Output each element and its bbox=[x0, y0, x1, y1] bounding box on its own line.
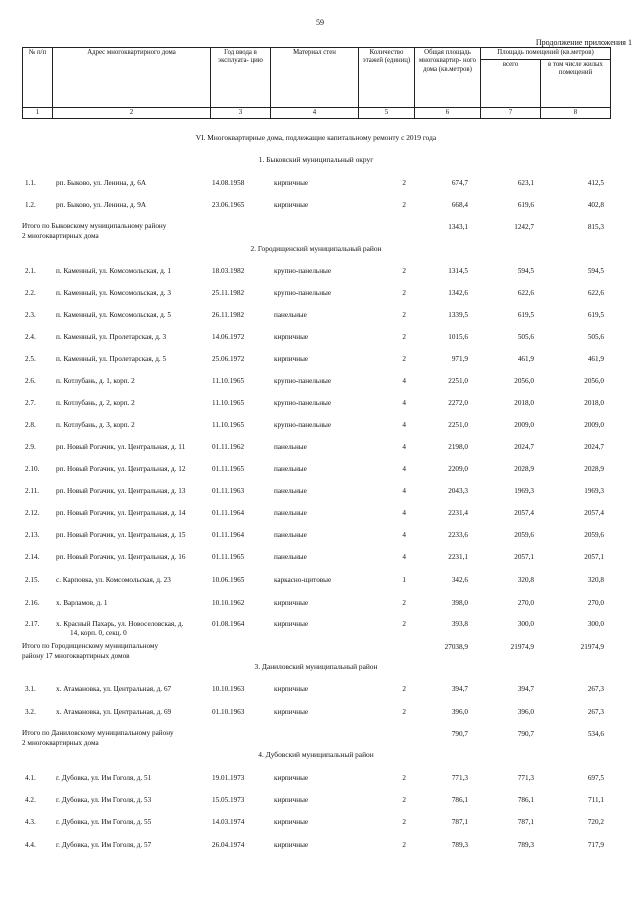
header-index: 3 bbox=[211, 108, 271, 119]
cell-premises-total: 2009,0 bbox=[514, 421, 534, 429]
total-living: 534,6 bbox=[587, 730, 604, 738]
cell-material: панельные bbox=[274, 531, 307, 539]
table-row bbox=[0, 552, 640, 562]
cell-floors: 4 bbox=[402, 553, 406, 561]
cell-total-area: 342,6 bbox=[451, 576, 468, 584]
cell-material: панельные bbox=[274, 311, 307, 319]
cell-number: 4.1. bbox=[25, 774, 36, 782]
cell-address: г. Дубовка, ул. Им Гоголя, д. 55 bbox=[56, 818, 152, 826]
table-row bbox=[0, 376, 640, 386]
cell-floors: 2 bbox=[402, 355, 406, 363]
total-label-line: району 17 многоквартирных домов bbox=[22, 651, 130, 660]
cell-floors: 2 bbox=[402, 774, 406, 782]
table-header bbox=[22, 47, 611, 119]
region-title: 1. Быковский муниципальный округ bbox=[258, 155, 374, 164]
cell-floors: 2 bbox=[402, 179, 406, 187]
cell-year: 01.10.1963 bbox=[212, 708, 245, 716]
cell-total-area: 2251,0 bbox=[448, 377, 468, 385]
table-row bbox=[0, 619, 640, 637]
table-row bbox=[0, 773, 640, 783]
cell-floors: 2 bbox=[402, 201, 406, 209]
table-row bbox=[0, 354, 640, 364]
cell-material: панельные bbox=[274, 553, 307, 561]
cell-year: 01.08.1964 bbox=[212, 620, 245, 628]
table-row bbox=[0, 817, 640, 827]
cell-premises-living: 2024,7 bbox=[584, 443, 604, 451]
table-row bbox=[0, 486, 640, 496]
cell-total-area: 668,4 bbox=[451, 201, 468, 209]
cell-year: 11.10.1965 bbox=[212, 377, 245, 385]
cell-floors: 2 bbox=[402, 599, 406, 607]
cell-floors: 4 bbox=[402, 509, 406, 517]
cell-total-area: 1339,5 bbox=[448, 311, 468, 319]
cell-floors: 2 bbox=[402, 841, 406, 849]
region-title: 4. Дубовский муниципальный район bbox=[258, 750, 374, 759]
table-row bbox=[0, 795, 640, 805]
cell-total-area: 2043,3 bbox=[448, 487, 468, 495]
cell-premises-total: 619,5 bbox=[517, 311, 534, 319]
total-label bbox=[22, 222, 232, 241]
cell-premises-total: 623,1 bbox=[517, 179, 534, 187]
cell-material: крупно-панельные bbox=[274, 267, 332, 275]
cell-number: 4.4. bbox=[25, 841, 36, 849]
cell-material: кирпичные bbox=[274, 708, 309, 716]
table-row bbox=[0, 200, 640, 210]
header-premises-living: в том числе жилых помещений bbox=[541, 60, 611, 108]
cell-material: кирпичные bbox=[274, 333, 309, 341]
cell-premises-total: 786,1 bbox=[517, 796, 534, 804]
cell-floors: 4 bbox=[402, 487, 406, 495]
region-title: 3. Даниловский муниципальный район bbox=[254, 662, 378, 671]
region-title: 2. Городищенский муниципальный район bbox=[250, 244, 382, 253]
cell-material: крупно-панельные bbox=[274, 399, 332, 407]
cell-premises-living: 267,3 bbox=[587, 708, 604, 716]
cell-material: каркасно-щитовые bbox=[274, 576, 332, 584]
table-row bbox=[0, 332, 640, 342]
header-material: Материал стен bbox=[271, 48, 359, 108]
cell-floors: 2 bbox=[402, 620, 406, 628]
table-row bbox=[0, 840, 640, 850]
cell-material: кирпичные bbox=[274, 355, 309, 363]
header-index: 5 bbox=[359, 108, 415, 119]
cell-premises-total: 2057,1 bbox=[514, 553, 534, 561]
cell-year: 25.06.1972 bbox=[212, 355, 245, 363]
cell-year: 14.08.1958 bbox=[212, 179, 245, 187]
header-year: Год ввода в эксплуата- цию bbox=[211, 48, 271, 108]
cell-number: 3.1. bbox=[25, 685, 36, 693]
cell-premises-total: 2057,4 bbox=[514, 509, 534, 517]
cell-premises-living: 2057,1 bbox=[584, 553, 604, 561]
header-floors: Количество этажей (единиц) bbox=[359, 48, 415, 108]
cell-premises-total: 622,6 bbox=[517, 289, 534, 297]
total-label bbox=[22, 729, 232, 748]
cell-floors: 4 bbox=[402, 531, 406, 539]
cell-premises-living: 711,1 bbox=[588, 796, 604, 804]
cell-year: 26.11.1982 bbox=[212, 311, 245, 319]
cell-material: кирпичные bbox=[274, 201, 309, 209]
total-label-line: Итого по Даниловскому муниципальному району bbox=[22, 729, 174, 737]
cell-premises-total: 2018,0 bbox=[514, 399, 534, 407]
cell-premises-living: 619,5 bbox=[587, 311, 604, 319]
cell-premises-total: 1969,3 bbox=[514, 487, 534, 495]
cell-address: г. Дубовка, ул. Им Гоголя, д. 57 bbox=[56, 841, 152, 849]
cell-total-area: 2233,6 bbox=[448, 531, 468, 539]
cell-total-area: 1015,6 bbox=[448, 333, 468, 341]
cell-material: панельные bbox=[274, 443, 307, 451]
cell-floors: 4 bbox=[402, 443, 406, 451]
cell-material: кирпичные bbox=[274, 179, 309, 187]
cell-year: 11.10.1965 bbox=[212, 421, 245, 429]
header-index: 6 bbox=[415, 108, 481, 119]
total-area: 790,7 bbox=[451, 730, 468, 738]
cell-year: 14.06.1972 bbox=[212, 333, 245, 341]
cell-premises-living: 1969,3 bbox=[584, 487, 604, 495]
cell-premises-total: 394,7 bbox=[517, 685, 534, 693]
cell-number: 2.17. bbox=[25, 620, 40, 628]
total-premises: 1242,7 bbox=[514, 223, 534, 231]
table-row bbox=[0, 530, 640, 540]
cell-year: 01.11.1962 bbox=[212, 443, 245, 451]
cell-year: 01.11.1965 bbox=[212, 553, 245, 561]
table-row bbox=[0, 508, 640, 518]
cell-address: п. Каменный, ул. Пролетарская, д. 3 bbox=[56, 333, 167, 341]
section-title: VI. Многоквартирные дома, подлежащие капитальному ремонту с 2019 года bbox=[195, 133, 437, 142]
cell-material: кирпичные bbox=[274, 620, 309, 628]
cell-number: 2.6. bbox=[25, 377, 36, 385]
cell-premises-living: 402,8 bbox=[587, 201, 604, 209]
cell-total-area: 2251,0 bbox=[448, 421, 468, 429]
table-row bbox=[0, 442, 640, 452]
cell-number: 2.11. bbox=[25, 487, 40, 495]
cell-year: 01.11.1964 bbox=[212, 509, 245, 517]
cell-premises-living: 697,5 bbox=[587, 774, 604, 782]
cell-year: 15.05.1973 bbox=[212, 796, 245, 804]
cell-address: п. Каменный, ул. Комсомольская, д. 3 bbox=[56, 289, 171, 297]
cell-number: 4.2. bbox=[25, 796, 36, 804]
cell-premises-total: 270,0 bbox=[517, 599, 534, 607]
cell-total-area: 1342,6 bbox=[448, 289, 468, 297]
cell-year: 01.11.1965 bbox=[212, 465, 245, 473]
cell-year: 18.03.1982 bbox=[212, 267, 245, 275]
cell-total-area: 2231,4 bbox=[448, 509, 468, 517]
cell-year: 11.10.1965 bbox=[212, 399, 245, 407]
cell-address: рп. Новый Рогачик, ул. Центральная, д. 12 bbox=[56, 465, 186, 473]
cell-total-area: 2231,1 bbox=[448, 553, 468, 561]
total-label bbox=[22, 642, 232, 661]
cell-address: рп. Новый Рогачик, ул. Центральная, д. 13 bbox=[56, 487, 186, 495]
cell-floors: 2 bbox=[402, 311, 406, 319]
cell-number: 2.5. bbox=[25, 355, 36, 363]
table-row bbox=[0, 575, 640, 585]
table-row bbox=[0, 684, 640, 694]
cell-premises-total: 2059,6 bbox=[514, 531, 534, 539]
cell-premises-living: 720,2 bbox=[587, 818, 604, 826]
table-row bbox=[0, 288, 640, 298]
total-area: 27038,9 bbox=[444, 643, 468, 651]
cell-address: х. Красный Пахарь, ул. Новоселовская, д. bbox=[56, 620, 184, 628]
cell-premises-living: 2018,0 bbox=[584, 399, 604, 407]
cell-premises-total: 300,0 bbox=[517, 620, 534, 628]
cell-premises-total: 789,3 bbox=[517, 841, 534, 849]
cell-total-area: 771,3 bbox=[451, 774, 468, 782]
cell-year: 25.11.1982 bbox=[212, 289, 245, 297]
cell-number: 2.13. bbox=[25, 531, 40, 539]
cell-premises-total: 771,3 bbox=[517, 774, 534, 782]
cell-address: г. Дубовка, ул. Им Гоголя, д. 51 bbox=[56, 774, 152, 782]
cell-floors: 2 bbox=[402, 685, 406, 693]
total-living: 21974,9 bbox=[580, 643, 604, 651]
cell-address: рп. Новый Рогачик, ул. Центральная, д. 16 bbox=[56, 553, 186, 561]
cell-address: п. Каменный, ул. Комсомольская, д. 1 bbox=[56, 267, 171, 275]
header-premises-total: всего bbox=[481, 60, 541, 108]
cell-address: рп. Быково, ул. Ленина, д. 6А bbox=[56, 179, 147, 187]
cell-year: 01.11.1963 bbox=[212, 487, 245, 495]
table-row bbox=[0, 310, 640, 320]
cell-year: 23.06.1965 bbox=[212, 201, 245, 209]
header-index: 8 bbox=[541, 108, 611, 119]
cell-address: п. Котлубань, д. 1, корп. 2 bbox=[56, 377, 135, 385]
table-row bbox=[0, 266, 640, 276]
cell-address: рп. Быково, ул. Ленина, д. 9А bbox=[56, 201, 147, 209]
cell-floors: 4 bbox=[402, 465, 406, 473]
cell-floors: 2 bbox=[402, 267, 406, 275]
cell-material: кирпичные bbox=[274, 685, 309, 693]
cell-number: 3.2. bbox=[25, 708, 36, 716]
cell-address: х. Атамановка, ул. Центральная, д. 67 bbox=[56, 685, 172, 693]
cell-premises-total: 594,5 bbox=[517, 267, 534, 275]
cell-floors: 4 bbox=[402, 421, 406, 429]
cell-premises-total: 461,9 bbox=[517, 355, 534, 363]
cell-total-area: 396,0 bbox=[451, 708, 468, 716]
cell-number: 2.16. bbox=[25, 599, 40, 607]
cell-year: 19.01.1973 bbox=[212, 774, 245, 782]
cell-premises-living: 622,6 bbox=[587, 289, 604, 297]
total-living: 815,3 bbox=[587, 223, 604, 231]
cell-number: 2.8. bbox=[25, 421, 36, 429]
cell-floors: 4 bbox=[402, 377, 406, 385]
cell-premises-living: 2028,9 bbox=[584, 465, 604, 473]
cell-material: панельные bbox=[274, 509, 307, 517]
cell-number: 2.4. bbox=[25, 333, 36, 341]
table-row bbox=[0, 707, 640, 717]
cell-floors: 2 bbox=[402, 289, 406, 297]
total-premises: 21974,9 bbox=[510, 643, 534, 651]
cell-address: х. Атамановка, ул. Центральная, д. 69 bbox=[56, 708, 172, 716]
cell-address: г. Дубовка, ул. Им Гоголя, д. 53 bbox=[56, 796, 152, 804]
cell-total-area: 393,8 bbox=[451, 620, 468, 628]
cell-floors: 2 bbox=[402, 708, 406, 716]
cell-premises-living: 2057,4 bbox=[584, 509, 604, 517]
cell-material: кирпичные bbox=[274, 818, 309, 826]
cell-number: 1.1. bbox=[25, 179, 36, 187]
cell-floors: 2 bbox=[402, 818, 406, 826]
table-row bbox=[0, 398, 640, 408]
table-row bbox=[0, 464, 640, 474]
cell-material: кирпичные bbox=[274, 796, 309, 804]
cell-number: 2.15. bbox=[25, 576, 40, 584]
cell-address: п. Котлубань, д. 3, корп. 2 bbox=[56, 421, 135, 429]
cell-address: х. Варламов, д. 1 bbox=[56, 599, 108, 607]
cell-premises-total: 2056,0 bbox=[514, 377, 534, 385]
cell-premises-living: 2059,6 bbox=[584, 531, 604, 539]
header-number: № п/п bbox=[23, 48, 53, 108]
cell-premises-living: 505,6 bbox=[587, 333, 604, 341]
cell-address: рп. Новый Рогачик, ул. Центральная, д. 11 bbox=[56, 443, 186, 451]
cell-number: 2.14. bbox=[25, 553, 40, 561]
cell-total-area: 1314,5 bbox=[448, 267, 468, 275]
cell-total-area: 787,1 bbox=[451, 818, 468, 826]
table-row bbox=[0, 178, 640, 188]
cell-material: панельные bbox=[274, 465, 307, 473]
cell-address: рп. Новый Рогачик, ул. Центральная, д. 15 bbox=[56, 531, 186, 539]
cell-year: 26.04.1974 bbox=[212, 841, 245, 849]
cell-premises-living: 320,8 bbox=[587, 576, 604, 584]
cell-material: кирпичные bbox=[274, 841, 309, 849]
cell-address-continued: 14, корп. 0, секц. 0 bbox=[70, 629, 127, 637]
header-index: 2 bbox=[53, 108, 211, 119]
cell-material: кирпичные bbox=[274, 774, 309, 782]
cell-year: 10.06.1965 bbox=[212, 576, 245, 584]
cell-material: крупно-панельные bbox=[274, 421, 332, 429]
cell-material: панельные bbox=[274, 487, 307, 495]
cell-premises-living: 270,0 bbox=[587, 599, 604, 607]
cell-total-area: 2198,0 bbox=[448, 443, 468, 451]
cell-total-area: 789,3 bbox=[451, 841, 468, 849]
header-premises-area: Площадь помещений (кв.метров) bbox=[481, 48, 611, 60]
cell-number: 4.3. bbox=[25, 818, 36, 826]
cell-number: 2.2. bbox=[25, 289, 36, 297]
cell-premises-living: 717,9 bbox=[587, 841, 604, 849]
cell-floors: 4 bbox=[402, 399, 406, 407]
cell-floors: 1 bbox=[402, 576, 406, 584]
cell-total-area: 394,7 bbox=[451, 685, 468, 693]
cell-number: 2.9. bbox=[25, 443, 36, 451]
cell-premises-total: 787,1 bbox=[517, 818, 534, 826]
total-label-line: Итого по Быковскому муниципальному району bbox=[22, 222, 167, 230]
cell-premises-living: 300,0 bbox=[587, 620, 604, 628]
cell-total-area: 398,0 bbox=[451, 599, 468, 607]
cell-total-area: 674,7 bbox=[451, 179, 468, 187]
cell-address: п. Каменный, ул. Пролетарская, д. 5 bbox=[56, 355, 167, 363]
cell-number: 2.10. bbox=[25, 465, 40, 473]
cell-address: п. Каменный, ул. Комсомольская, д. 5 bbox=[56, 311, 171, 319]
cell-total-area: 2209,0 bbox=[448, 465, 468, 473]
total-premises: 790,7 bbox=[517, 730, 534, 738]
header-index: 7 bbox=[481, 108, 541, 119]
cell-premises-living: 2009,0 bbox=[584, 421, 604, 429]
cell-address: п. Котлубань, д. 2, корп. 2 bbox=[56, 399, 135, 407]
cell-premises-total: 2028,9 bbox=[514, 465, 534, 473]
cell-number: 1.2. bbox=[25, 201, 36, 209]
total-area: 1343,1 bbox=[448, 223, 468, 231]
cell-material: крупно-панельные bbox=[274, 289, 332, 297]
continuation-note: Продолжение приложения 1 bbox=[535, 38, 632, 47]
cell-year: 01.11.1964 bbox=[212, 531, 245, 539]
cell-premises-total: 396,0 bbox=[517, 708, 534, 716]
cell-year: 10.10.1963 bbox=[212, 685, 245, 693]
cell-premises-total: 505,6 bbox=[517, 333, 534, 341]
cell-number: 2.3. bbox=[25, 311, 36, 319]
cell-premises-living: 461,9 bbox=[587, 355, 604, 363]
header-total-area: Общая площадь многоквартир- ного дома (кв.метров) bbox=[415, 48, 481, 108]
cell-material: крупно-панельные bbox=[274, 377, 332, 385]
total-label-line: 2 многоквартирных дома bbox=[22, 738, 99, 747]
total-label-line: 2 многоквартирных дома bbox=[22, 231, 99, 240]
cell-premises-total: 2024,7 bbox=[514, 443, 534, 451]
cell-number: 2.7. bbox=[25, 399, 36, 407]
cell-year: 10.10.1962 bbox=[212, 599, 245, 607]
page-number: 59 bbox=[316, 18, 324, 27]
cell-number: 2.1. bbox=[25, 267, 36, 275]
cell-total-area: 2272,0 bbox=[448, 399, 468, 407]
table-row bbox=[0, 420, 640, 430]
cell-floors: 2 bbox=[402, 333, 406, 341]
table-row bbox=[0, 598, 640, 608]
header-index: 1 bbox=[23, 108, 53, 119]
total-label-line: Итого по Городищенскому муниципальному bbox=[22, 642, 159, 650]
cell-floors: 2 bbox=[402, 796, 406, 804]
cell-year: 14.03.1974 bbox=[212, 818, 245, 826]
cell-premises-total: 619,6 bbox=[517, 201, 534, 209]
cell-premises-living: 594,5 bbox=[587, 267, 604, 275]
cell-total-area: 786,1 bbox=[451, 796, 468, 804]
cell-address: с. Карповка, ул. Комсомольская, д. 23 bbox=[56, 576, 171, 584]
header-index: 4 bbox=[271, 108, 359, 119]
cell-premises-total: 320,8 bbox=[517, 576, 534, 584]
cell-total-area: 971,9 bbox=[451, 355, 468, 363]
cell-address: рп. Новый Рогачик, ул. Центральная, д. 14 bbox=[56, 509, 186, 517]
cell-premises-living: 267,3 bbox=[587, 685, 604, 693]
cell-premises-living: 412,5 bbox=[587, 179, 604, 187]
cell-number: 2.12. bbox=[25, 509, 40, 517]
header-address: Адрес многоквартирного дома bbox=[53, 48, 211, 108]
cell-material: кирпичные bbox=[274, 599, 309, 607]
cell-premises-living: 2056,0 bbox=[584, 377, 604, 385]
